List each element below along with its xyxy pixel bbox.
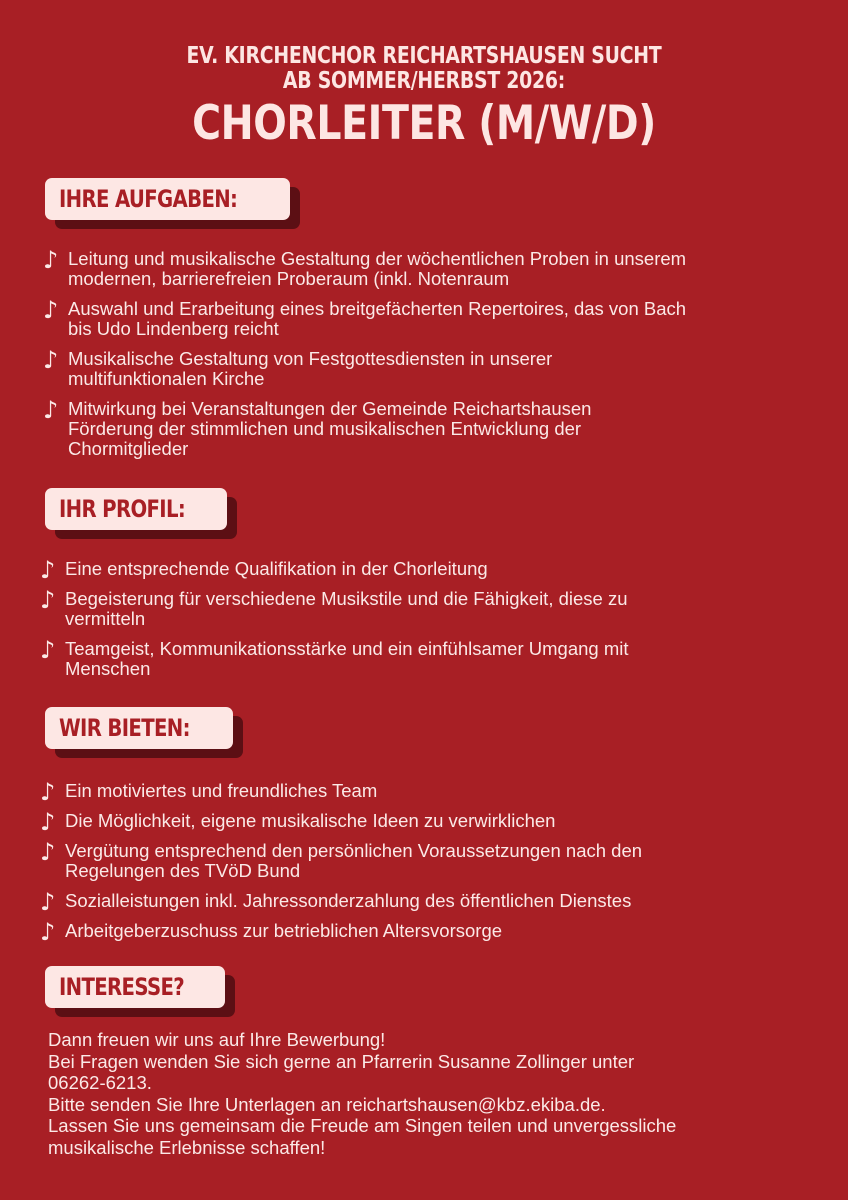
music-note-icon: ♪ (40, 586, 56, 614)
header-line-2: AB SOMMER/HERBST 2026: (282, 68, 566, 94)
music-note-icon: ♪ (43, 246, 59, 274)
list-item-line: Ein motiviertes und freundliches Team (65, 780, 378, 801)
section-heading-aufgaben: IHRE AUFGABEN: (45, 178, 290, 220)
music-note-icon: ♪ (43, 346, 59, 374)
list-item (40, 808, 825, 836)
music-note-icon: ♪ (40, 918, 56, 946)
contact-line: musikalische Erlebnisse schaffen! (48, 1136, 326, 1158)
list-item-line: Sozialleistungen inkl. Jahressonderzahlung des öffentlichen Dienstes (65, 890, 632, 911)
contact-line: Dann freuen wir uns auf Ihre Bewerbung! (48, 1029, 386, 1050)
list-item (40, 556, 825, 584)
bieten-list (40, 778, 825, 951)
contact-text (48, 1029, 818, 1158)
music-note-icon: ♪ (43, 296, 59, 324)
list-item (40, 778, 825, 806)
music-note-icon: ♪ (43, 396, 59, 424)
list-item (40, 888, 825, 916)
profil-list (40, 556, 825, 689)
music-note-icon: ♪ (40, 888, 56, 916)
list-item (43, 246, 828, 289)
list-item (43, 346, 828, 389)
list-item-line: Vergütung entsprechend den persönlichen Voraussetzungen nach den (65, 840, 643, 861)
aufgaben-list (43, 246, 828, 469)
poster-header (0, 44, 848, 151)
list-item-line: Regelungen des TVöD Bund (65, 860, 301, 881)
list-item (40, 586, 825, 629)
music-note-icon: ♪ (40, 838, 56, 866)
list-item-line: Die Möglichkeit, eigene musikalische Ideen zu verwirklichen (65, 810, 556, 831)
list-item (40, 838, 825, 881)
list-item-line: vermitteln (65, 608, 146, 629)
list-item-line: Musikalische Gestaltung von Festgottesdiensten in unserer (68, 348, 553, 369)
list-item (43, 396, 828, 459)
section-heading-interesse: INTERESSE? (45, 966, 225, 1008)
music-note-icon: ♪ (40, 556, 56, 584)
music-note-icon: ♪ (40, 808, 56, 836)
list-item-line: bis Udo Lindenberg reicht (68, 318, 279, 339)
list-item (40, 918, 825, 946)
list-item-line: Eine entsprechende Qualifikation in der Chorleitung (65, 558, 488, 579)
list-item-line: Arbeitgeberzuschuss zur betrieblichen Altersvorsorge (65, 920, 503, 941)
list-item-line: Förderung der stimmlichen und musikalischen Entwicklung der (68, 418, 582, 439)
list-item-line: Chormitglieder (68, 438, 189, 459)
list-item (43, 296, 828, 339)
section-heading-bieten: WIR BIETEN: (45, 707, 233, 749)
contact-line: 06262-6213. (48, 1072, 152, 1093)
contact-line: Lassen Sie uns gemeinsam die Freude am Singen teilen und unvergessliche (48, 1115, 677, 1136)
list-item-line: Leitung und musikalische Gestaltung der wöchentlichen Proben in unserem (68, 248, 687, 269)
music-note-icon: ♪ (40, 778, 56, 806)
list-item-line: Menschen (65, 658, 151, 679)
list-item-line: modernen, barrierefreien Proberaum (inkl. Notenraum (68, 268, 510, 289)
list-item-line: Begeisterung für verschiedene Musikstile und die Fähigkeit, diese zu (65, 588, 628, 609)
contact-line: Bei Fragen wenden Sie sich gerne an Pfarrerin Susanne Zollinger unter (48, 1050, 635, 1072)
list-item-line: Auswahl und Erarbeitung eines breitgefächerten Repertoires, das von Bach (68, 298, 687, 319)
list-item (40, 636, 825, 679)
contact-line: Bitte senden Sie Ihre Unterlagen an reichartshausen@kbz.ekiba.de. (48, 1093, 606, 1115)
section-heading-profil: IHR PROFIL: (45, 488, 227, 530)
music-note-icon: ♪ (40, 636, 56, 664)
list-item-line: Mitwirkung bei Veranstaltungen der Gemeinde Reichartshausen (68, 398, 592, 419)
list-item-line: multifunktionalen Kirche (68, 368, 265, 389)
list-item-line: Teamgeist, Kommunikationsstärke und ein einfühlsamer Umgang mit (65, 638, 629, 659)
page-title: CHORLEITER (M/W/D) (192, 96, 656, 151)
header-line-1: EV. KIRCHENCHOR REICHARTSHAUSEN SUCHT (186, 43, 662, 69)
